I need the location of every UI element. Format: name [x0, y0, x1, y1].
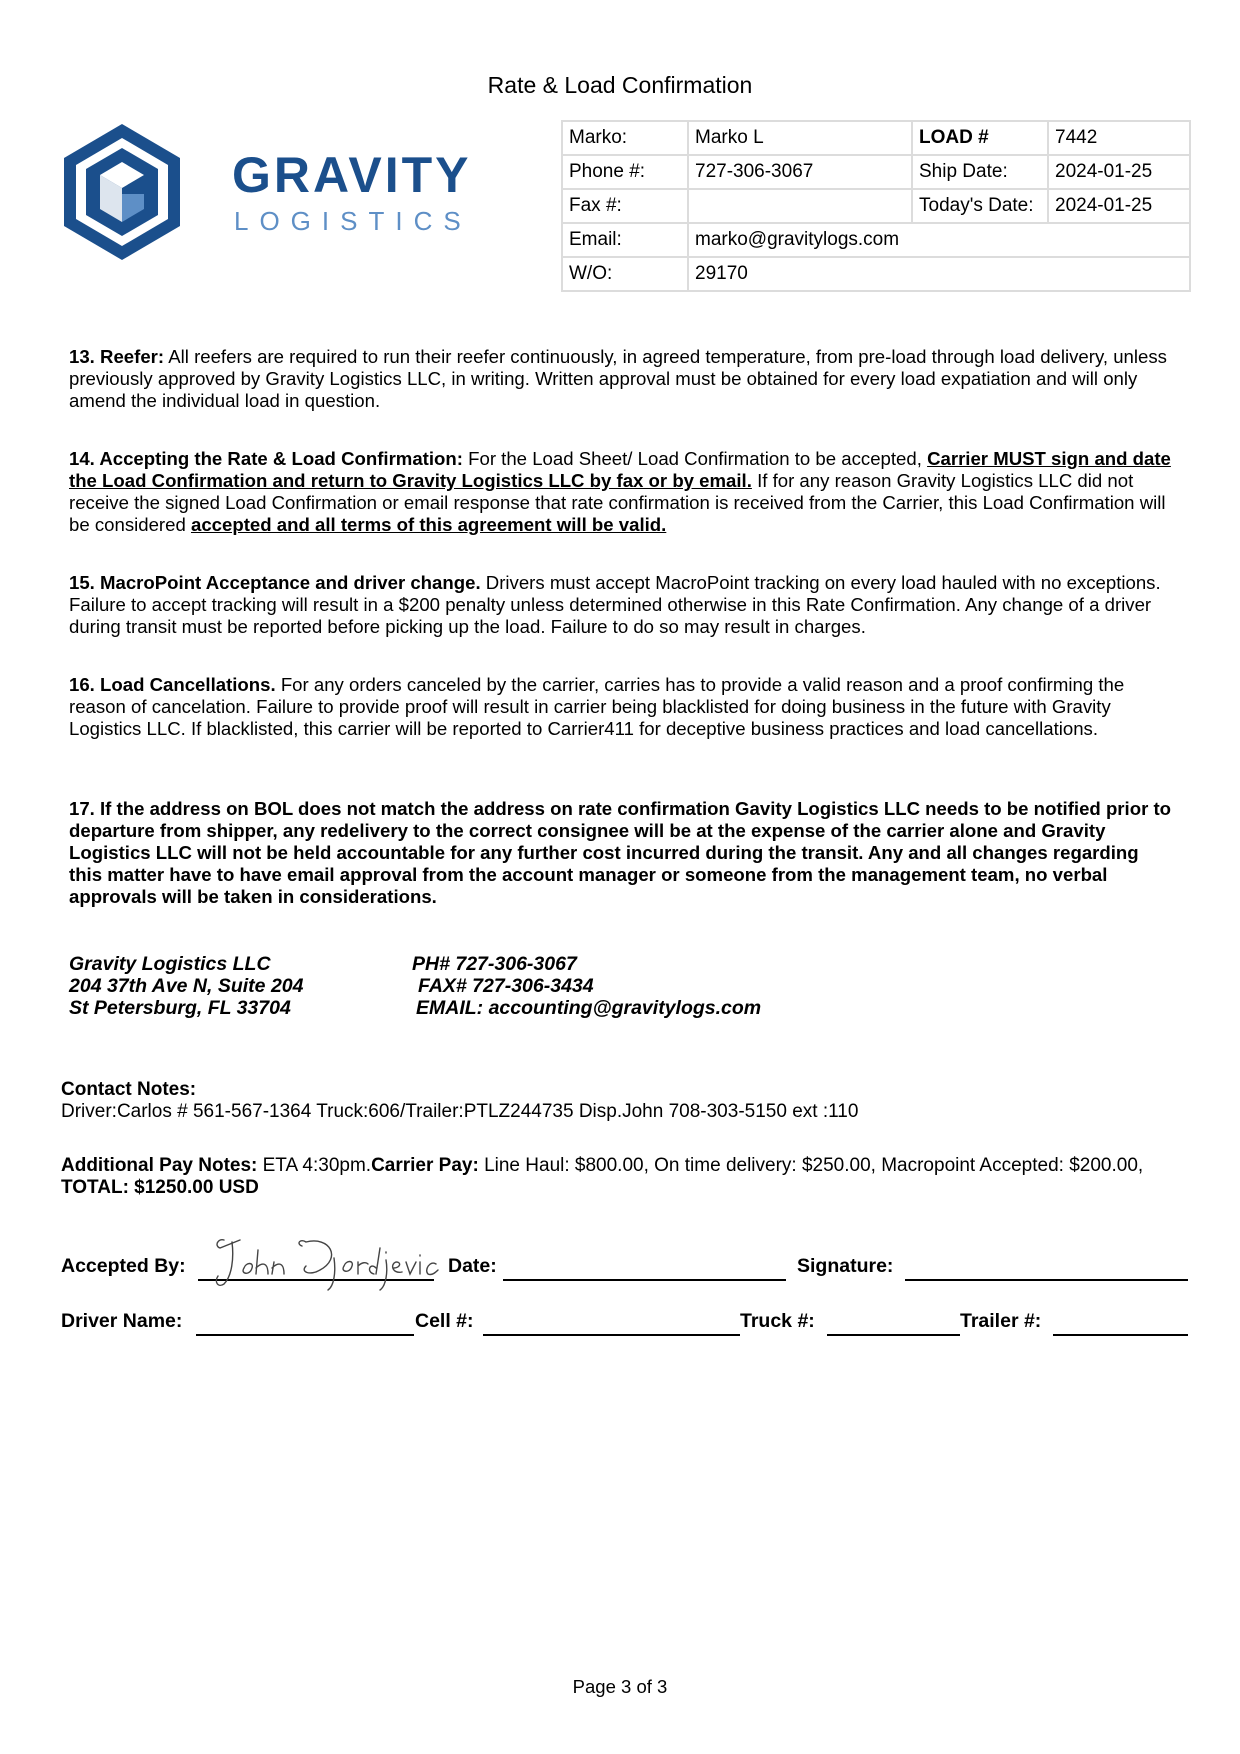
load-info-table [561, 120, 1191, 292]
logo-name: GRAVITY [232, 147, 472, 203]
trailer-line[interactable] [1053, 1334, 1188, 1336]
contact-notes-text: Driver:Carlos # 561-567-1364 Truck:606/Trailer:PTLZ244735 Disp.John 708-303-5150 ext :110 [61, 1101, 859, 1122]
clause-14-text-1: For the Load Sheet/ Load Confirmation to be accepted, [462, 448, 928, 469]
table-cell: Ship Date: [912, 155, 1048, 189]
table-cell: 727-306-3067 [688, 155, 912, 189]
pay-notes-eta: ETA 4:30pm. [257, 1155, 372, 1176]
clause-13-heading: 13. Reefer: [69, 346, 165, 367]
table-cell [688, 189, 912, 223]
clause-14-text-2: If for any reason Gravity Logistics LLC did not receive the signed Load Confirmation or email response that rate confirmation is received from the Carrier, this Load Confirmation will be considered [69, 470, 1166, 535]
table-cell: 2024-01-25 [1048, 155, 1190, 189]
table-row [562, 223, 1190, 257]
table-cell: Fax #: [562, 189, 688, 223]
accepted-by-label: Accepted By: [61, 1255, 186, 1277]
driver-name-line[interactable] [196, 1334, 414, 1336]
table-cell: LOAD # [912, 121, 1048, 155]
handwritten-signature [210, 1228, 440, 1298]
clause-13-text: All reefers are required to run their reefer continuously, in agreed temperature, from pre-load through load delivery, unless previously approved by Gravity Logistics LLC, in writing. Written approval must be obtained for every load expatiation and will only amend the individual load in question. [69, 346, 1167, 411]
clause-14-emphasis-1: Carrier MUST sign and date the Load Confirmation and return to Gravity Logistics LLC by fax or by email. [69, 448, 1171, 491]
company-fax: FAX# 727-306-3434 [418, 975, 594, 997]
clause-16-text: For any orders canceled by the carrier, carries has to provide a valid reason and a proof confirming the reason of cancelation. Failure to provide proof will result in carrier being blacklisted for doing business in the future with Gravity Logistics LLC. If blacklisted, this carrier will be reported to Carrier411 for deceptive business practices and load cancellations. [69, 674, 1125, 739]
driver-name-label: Driver Name: [61, 1310, 183, 1332]
document-title: Rate & Load Confirmation [487, 72, 753, 98]
contact-notes-label: Contact Notes: [61, 1079, 197, 1100]
trailer-label: Trailer #: [960, 1310, 1042, 1332]
table-cell: marko@gravitylogs.com [688, 223, 1190, 257]
signature-label: Signature: [797, 1255, 894, 1277]
logo-subname: LOGISTICS [234, 206, 472, 236]
company-name: Gravity Logistics LLC [69, 953, 271, 975]
date-label: Date: [448, 1255, 497, 1277]
table-cell: 2024-01-25 [1048, 189, 1190, 223]
clause-16-heading: 16. Load Cancellations. [69, 674, 276, 695]
clause-16 [69, 674, 1174, 740]
page-number: Page 3 of 3 [572, 1676, 668, 1697]
clause-15-heading: 15. MacroPoint Acceptance and driver change. [69, 572, 481, 593]
table-cell: Marko: [562, 121, 688, 155]
clause-14 [69, 448, 1174, 536]
table-cell: Marko L [688, 121, 912, 155]
table-cell: Today's Date: [912, 189, 1048, 223]
company-phone: PH# 727-306-3067 [412, 953, 577, 975]
table-cell: Phone #: [562, 155, 688, 189]
truck-label: Truck #: [740, 1310, 815, 1332]
truck-line[interactable] [827, 1334, 960, 1336]
gravity-logistics-logo [62, 122, 472, 272]
cell-label: Cell #: [415, 1310, 474, 1332]
cell-line[interactable] [483, 1334, 740, 1336]
carrier-pay-label: Carrier Pay: [371, 1155, 479, 1176]
pay-notes [61, 1155, 1191, 1199]
table-row [562, 155, 1190, 189]
clause-13 [69, 346, 1174, 412]
contact-notes [61, 1079, 1191, 1123]
company-street: 204 37th Ave N, Suite 204 [69, 975, 304, 997]
table-cell: Email: [562, 223, 688, 257]
clause-14-heading: 14. Accepting the Rate & Load Confirmation: [69, 448, 463, 469]
table-cell: 29170 [688, 257, 1190, 291]
date-line[interactable] [503, 1279, 786, 1281]
company-email: EMAIL: accounting@gravitylogs.com [416, 997, 762, 1019]
table-row [562, 257, 1190, 291]
table-cell: W/O: [562, 257, 688, 291]
clause-17: 17. If the address on BOL does not match the address on rate confirmation Gavity Logistics LLC needs to be notified prior to departure from shipper, any redelivery to the correct consignee will be at the expense of the carrier alone and Gravity Logistics LLC will not be held accountable for any further cost incurred during the transit. Any and all changes regarding this matter have to have email approval from the account manager or someone from the management team, no verbal approvals will be taken in considerations. [69, 798, 1172, 907]
company-city: St Petersburg, FL 33704 [69, 997, 291, 1019]
table-cell: 7442 [1048, 121, 1190, 155]
table-row [562, 189, 1190, 223]
clause-15 [69, 572, 1174, 638]
hexagon-g-logo-icon [62, 122, 222, 272]
pay-notes-label: Additional Pay Notes: [61, 1155, 258, 1176]
clause-15-text: Drivers must accept MacroPoint tracking on every load hauled with no exceptions. Failure to accept tracking will result in a $200 penalty unless determined otherwise in this Rate Confirmation. Any change of a driver during transit must be reported before picking up the load. Failure to do so may result in charges. [69, 572, 1161, 637]
signature-line[interactable] [905, 1279, 1188, 1281]
carrier-pay-text: Line Haul: $800.00, On time delivery: $250.00, Macropoint Accepted: $200.00, [478, 1155, 1144, 1176]
table-row [562, 121, 1190, 155]
carrier-pay-total: TOTAL: $1250.00 USD [61, 1177, 259, 1198]
clause-14-emphasis-2: accepted and all terms of this agreement will be valid. [190, 514, 667, 535]
